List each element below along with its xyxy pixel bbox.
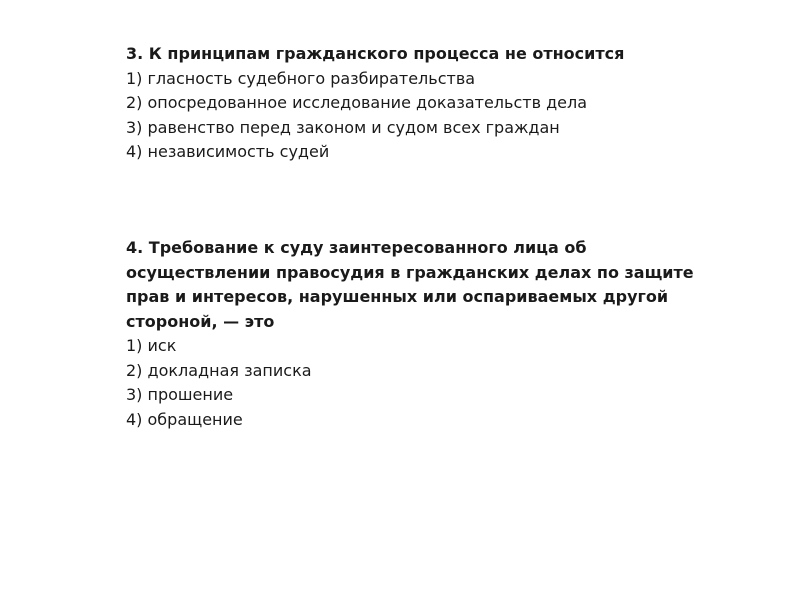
question-4-title-line-4: стороной, — это bbox=[126, 311, 275, 331]
question-4-title-line-2: осуществлении правосудия в гражданских делах по защите bbox=[126, 262, 694, 282]
question-4-option-1: 1) иск bbox=[126, 336, 177, 355]
question-4 bbox=[126, 236, 726, 432]
question-3 bbox=[126, 42, 726, 165]
question-4-option-3: 3) прошение bbox=[126, 385, 234, 404]
question-4-title-line-1: 4. Требование к суду заинтересованного лица об bbox=[126, 238, 587, 257]
question-3-title: 3. К принципам гражданского процесса не относится bbox=[126, 44, 625, 63]
question-4-option-4: 4) обращение bbox=[126, 409, 243, 429]
question-3-option-3: 3) равенство перед законом и судом всех граждан bbox=[126, 117, 560, 137]
question-4-title-line-3: прав и интересов, нарушенных или оспариваемых другой bbox=[126, 287, 669, 306]
question-3-option-2: 2) опосредованное исследование доказательств дела bbox=[126, 93, 588, 112]
question-4-option-2: 2) докладная записка bbox=[126, 360, 312, 380]
question-3-option-1: 1) гласность судебного разбирательства bbox=[126, 68, 476, 88]
question-3-option-4: 4) независимость судей bbox=[126, 142, 330, 161]
